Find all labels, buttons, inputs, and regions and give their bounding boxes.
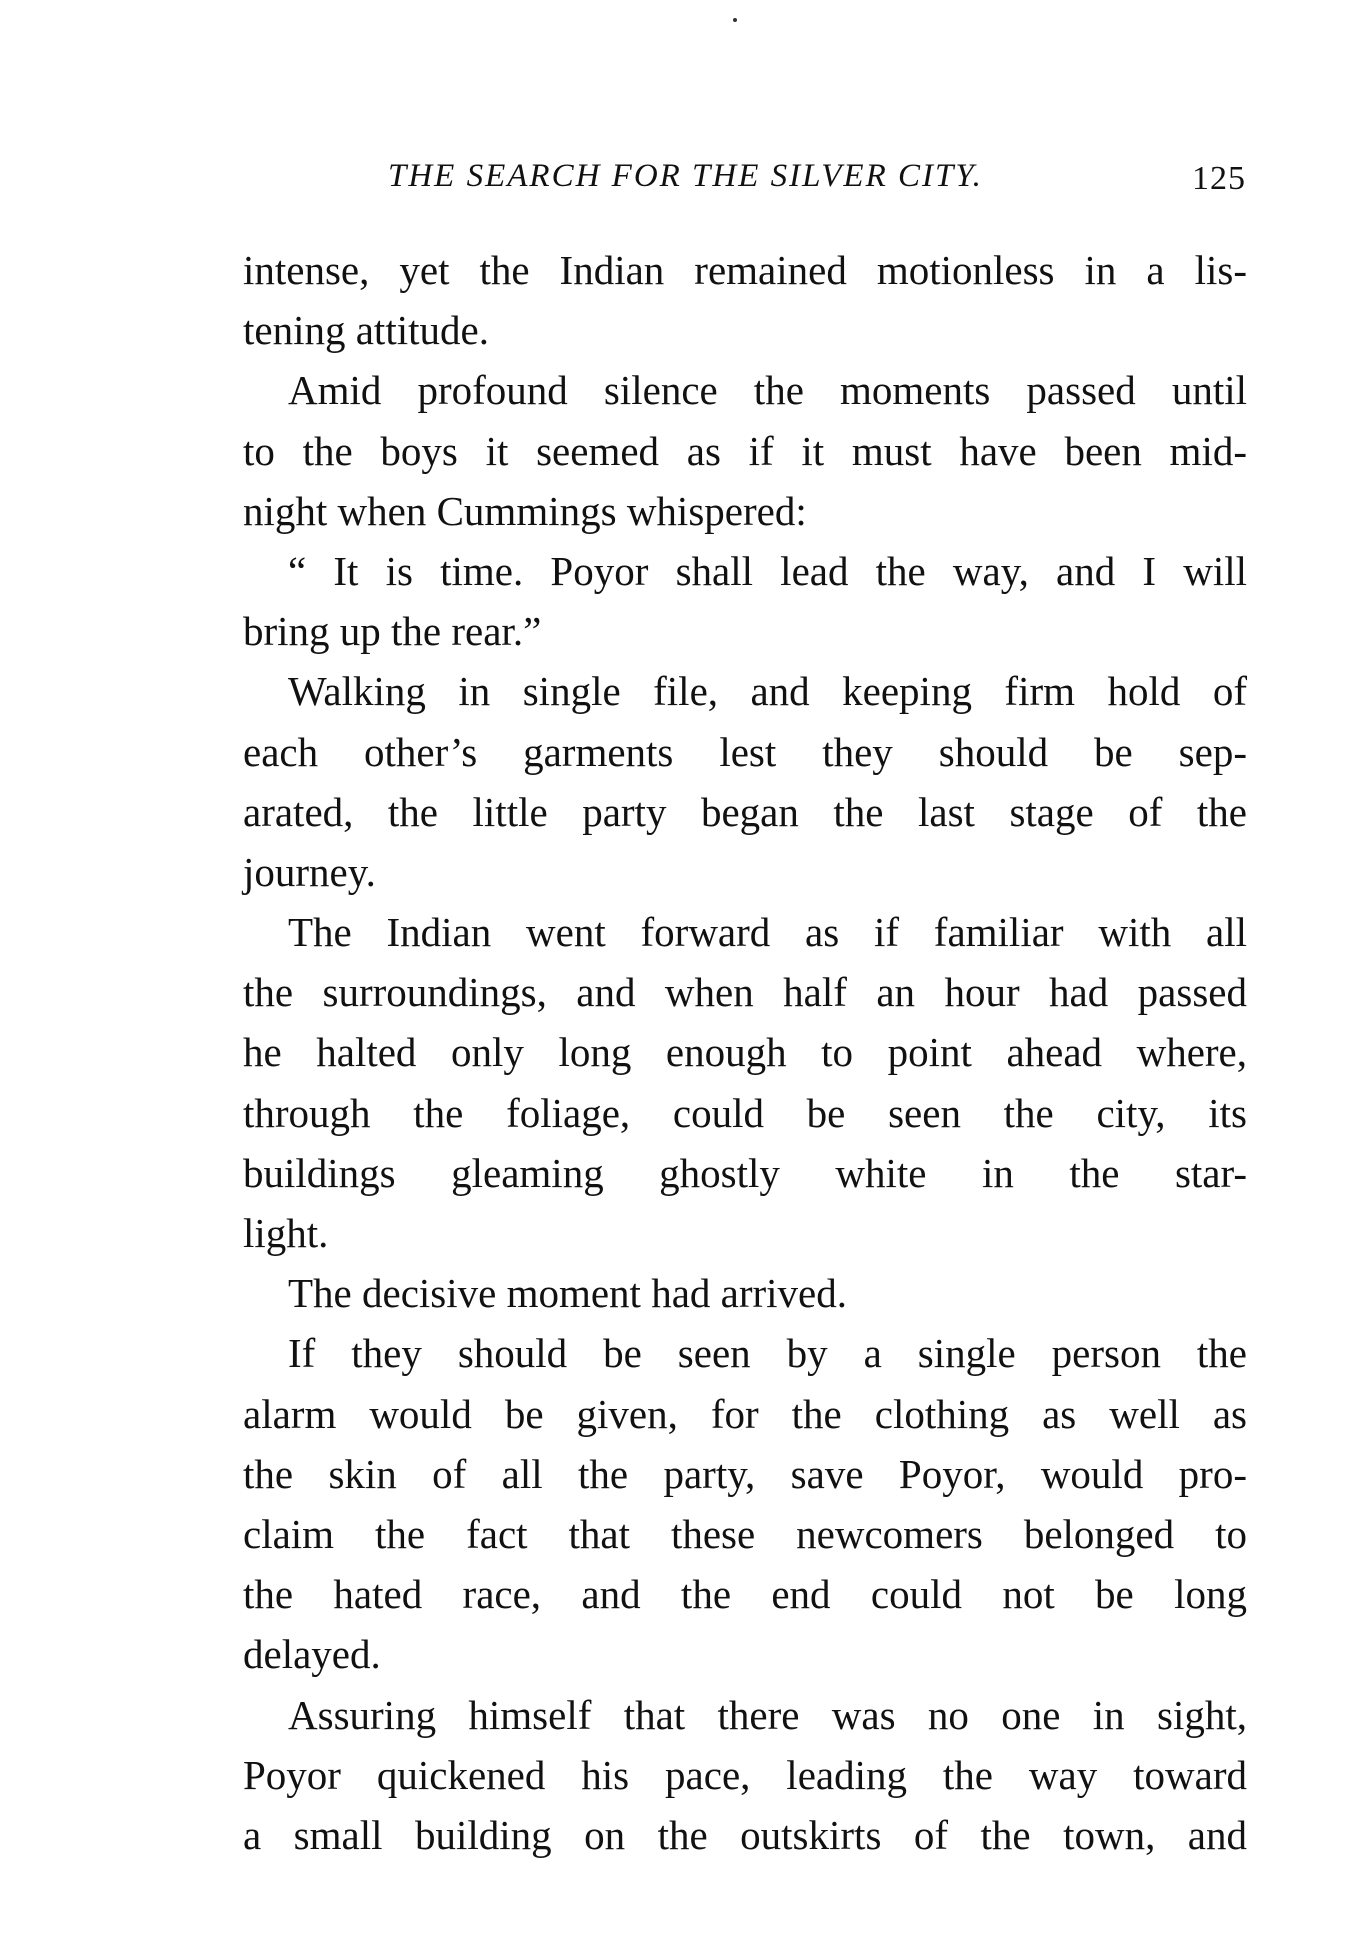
text-line: to the boys it seemed as if it must have been mid- (243, 427, 1247, 474)
text-line: the surroundings, and when half an hour had passed (243, 969, 1247, 1016)
text-line: Amid profound silence the moments passed until (288, 367, 1247, 414)
text-line: Walking in single file, and keeping firm hold of (288, 668, 1247, 715)
text-line: delayed. (243, 1631, 381, 1678)
text-line: The Indian went forward as if familiar with all (288, 909, 1247, 956)
text-line: arated, the little party began the last stage of the (243, 788, 1247, 835)
text-line: bring up the rear.” (243, 608, 542, 655)
text-line: a small building on the outskirts of the town, and (243, 1811, 1247, 1858)
text-line: Assuring himself that there was no one in sight, (288, 1691, 1247, 1738)
text-line: he halted only long enough to point ahead where, (243, 1029, 1247, 1076)
text-line: night when Cummings whispered: (243, 487, 807, 534)
text-line: the skin of all the party, save Poyor, would pro- (243, 1450, 1247, 1497)
body-text (243, 240, 1247, 1865)
text-line: Poyor quickened his pace, leading the way toward (243, 1751, 1247, 1798)
text-line: alarm would be given, for the clothing as well as (243, 1390, 1247, 1437)
running-title: THE SEARCH FOR THE SILVER CITY. (388, 158, 983, 194)
dust-speck (733, 18, 737, 22)
text-line: intense, yet the Indian remained motionless in a lis- (243, 247, 1247, 293)
page-number: 125 (1192, 160, 1246, 197)
text-line: If they should be seen by a single person the (288, 1330, 1247, 1377)
text-line: buildings gleaming ghostly white in the star- (243, 1149, 1247, 1196)
text-line: journey. (243, 848, 376, 895)
text-line: light. (243, 1210, 329, 1256)
text-line: each other’s garments lest they should be sep- (243, 728, 1247, 775)
text-line: the hated race, and the end could not be long (243, 1571, 1247, 1618)
text-line: tening attitude. (243, 307, 489, 354)
text-line: “ It is time. Poyor shall lead the way, and I will (288, 547, 1247, 594)
text-line: The decisive moment had arrived. (288, 1270, 847, 1317)
text-line: through the foliage, could be seen the city, its (243, 1089, 1247, 1136)
running-head (388, 158, 1246, 206)
text-line: claim the fact that these newcomers belonged to (243, 1510, 1247, 1557)
